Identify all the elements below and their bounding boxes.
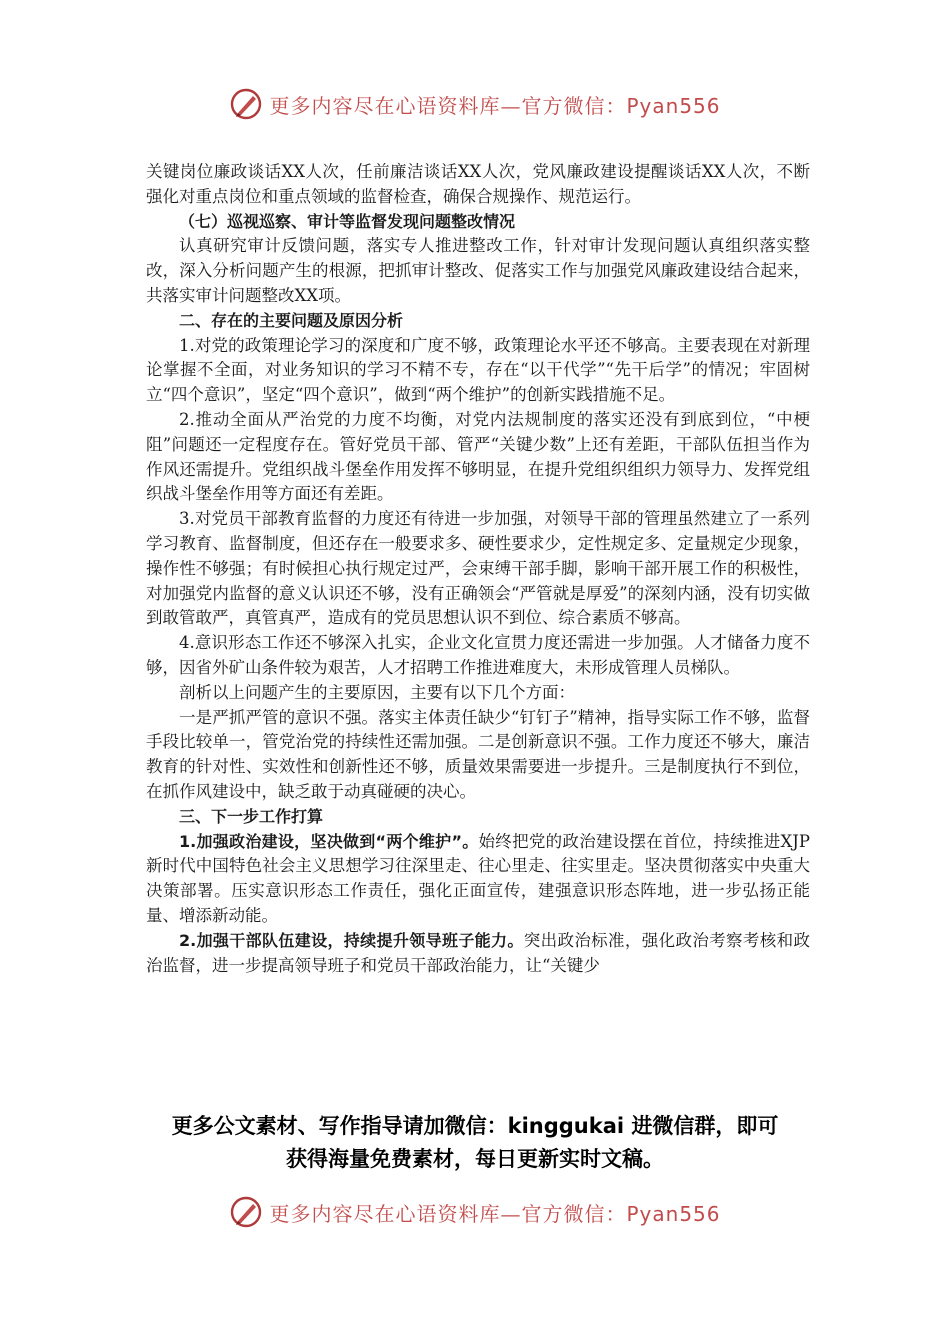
header-banner [0, 84, 950, 124]
section-heading: 二、存在的主要问题及原因分析 [179, 310, 404, 330]
pen-logo-icon [229, 87, 263, 121]
plan-text: 始终把党的政治建设摆在首位，持续推进XJP新时代中国特色社会主义思想学习往深里走、往心里走、往实里走。坚决贯彻落实中央重大决策部署。压实意识形态工作责任，强化正面宣传，建强意识形态阵地，进一步弘扬正能量、增添新动能。 [146, 831, 810, 925]
promo-line-2: 获得海量免费素材，每日更新实时文稿。 [286, 1147, 664, 1171]
footer-banner [0, 1192, 950, 1232]
document-body [146, 160, 810, 978]
plan-title: 1.加强政治建设，坚决做到“两个维护”。 [179, 831, 479, 851]
paragraph: 剖析以上问题产生的主要原因，主要有以下几个方面： [179, 682, 575, 702]
paragraph: 3.对党员干部教育监督的力度还有待进一步加强，对领导干部的管理虽然建立了一系列学习教育、监督制度，但还存在一般要求多、硬性要求少，定性规定多、定量规定少现象，操作性不够强；有时候担心执行规定过严，会束缚干部手脚，影响干部开展工作的积极性，对加强党内监督的意义认识还不够，没有正确领会“严管就是厚爱”的深刻内涵，没有切实做到敢管敢严，真管真严，造成有的党员思想认识不到位、综合素质不够高。 [146, 509, 810, 628]
promo-text [0, 1110, 950, 1176]
header-banner-text: 更多内容尽在心语资料库—官方微信：Pyan556 [269, 93, 721, 118]
section-heading: 三、下一步工作打算 [179, 806, 324, 826]
paragraph: 认真研究审计反馈问题，落实专人推进整改工作，针对审计发现问题认真组织落实整改，深入分析问题产生的根源，把抓审计整改、促落实工作与加强党风廉政建设结合起来，共落实审计问题整改XX项。 [146, 236, 810, 305]
promo-line-1: 更多公文素材、写作指导请加微信：kinggukai 进微信群，即可 [171, 1114, 779, 1138]
paragraph: 2.推动全面从严治党的力度不均衡，对党内法规制度的落实还没有到底到位，“中梗阻”问题还一定程度存在。管好党员干部、管严“关键少数”上还有差距，干部队伍担当作为作风还需提升。党组织战斗堡垒作用发挥不够明显，在提升党组织组织力领导力、发挥党组织战斗堡垒作用等方面还有差距。 [146, 409, 810, 504]
plan-text: 突出政治标准，强化政治考察考核和政治监督，进一步提高领导班子和党员干部政治能力，让“关键少 [146, 930, 810, 975]
paragraph: 一是严抓严管的意识不强。落实主体责任缺少“钉钉子”精神，指导实际工作不够，监督手段比较单一，管党治党的持续性还需加强。二是创新意识不强。工作力度还不够大，廉洁教育的针对性、实效性和创新性还不够，质量效果需要进一步提升。三是制度执行不到位，在抓作风建设中，缺乏敢于动真碰硬的决心。 [146, 707, 810, 801]
plan-item [146, 830, 810, 929]
paragraph: 关键岗位廉政谈话XX人次，任前廉洁谈话XX人次，党风廉政建设提醒谈话XX人次，不断强化对重点岗位和重点领域的监督检查，确保合规操作、规范运行。 [146, 162, 810, 206]
plan-title: 2.加强干部队伍建设，持续提升领导班子能力。 [179, 930, 524, 950]
paragraph: 4.意识形态工作还不够深入扎实，企业文化宣贯力度还需进一步加强。人才储备力度不够，因省外矿山条件较为艰苦，人才招聘工作推进难度大，未形成管理人员梯队。 [146, 633, 810, 677]
section-heading: （七）巡视巡察、审计等监督发现问题整改情况 [179, 211, 516, 231]
pen-logo-icon [229, 1195, 263, 1229]
paragraph: 1.对党的政策理论学习的深度和广度不够，政策理论水平还不够高。主要表现在对新理论掌握不全面，对业务知识的学习不精不专，存在“以干代学”“先干后学”的情况；牢固树立“四个意识”，坚定“四个意识”，做到“两个维护”的创新实践措施不足。 [146, 335, 810, 405]
footer-banner-text: 更多内容尽在心语资料库—官方微信：Pyan556 [269, 1201, 721, 1226]
plan-item [146, 929, 810, 979]
